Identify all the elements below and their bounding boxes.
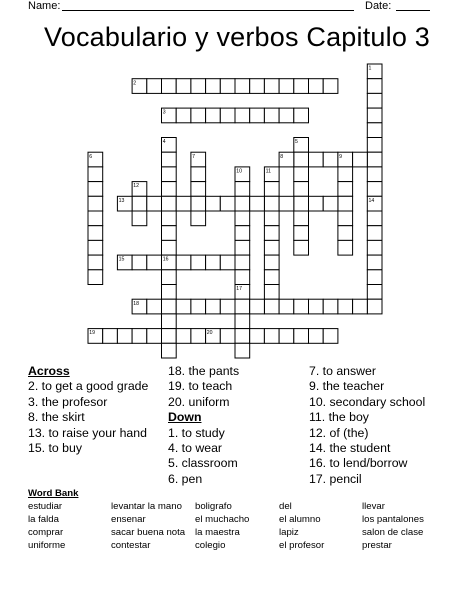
grid-cell[interactable] [147, 79, 162, 94]
grid-cell[interactable] [235, 226, 250, 241]
grid-cell[interactable] [220, 108, 235, 123]
grid-cell[interactable] [147, 196, 162, 211]
grid-cell[interactable] [162, 329, 177, 344]
down-clue: 16. to lend/borrow [309, 456, 408, 471]
word-bank [28, 488, 448, 551]
word-bank-word: contestar [111, 540, 151, 551]
grid-cell[interactable] [294, 79, 309, 94]
word-bank-word: sacar buena nota [111, 527, 186, 538]
grid-cell[interactable] [191, 211, 206, 226]
grid-cell[interactable] [162, 211, 177, 226]
grid-cell[interactable] [162, 270, 177, 285]
word-bank-word: llevar [362, 501, 385, 512]
grid-cell[interactable] [294, 152, 309, 167]
grid-cell[interactable] [309, 152, 324, 167]
grid-cell[interactable] [235, 299, 250, 314]
word-bank-word: lapiz [279, 527, 299, 538]
grid-cell[interactable] [323, 196, 338, 211]
grid-cell[interactable] [279, 108, 294, 123]
grid-cell[interactable] [323, 152, 338, 167]
grid-cell[interactable] [279, 329, 294, 344]
grid-cell[interactable] [162, 314, 177, 329]
grid-cell[interactable] [191, 108, 206, 123]
grid-cell[interactable] [264, 255, 279, 270]
grid-cell[interactable] [147, 255, 162, 270]
grid-cell[interactable] [338, 299, 353, 314]
grid-cell[interactable] [88, 196, 103, 211]
grid-cell[interactable] [367, 182, 382, 197]
grid-cell[interactable] [264, 182, 279, 197]
grid-cell[interactable] [162, 196, 177, 211]
grid-cell[interactable] [235, 314, 250, 329]
clue-number: 17 [236, 286, 242, 293]
clue-number: 7 [192, 153, 195, 160]
grid-cell[interactable] [147, 329, 162, 344]
across-clue: 2. to get a good grade [28, 379, 149, 394]
word-bank-word: el alumno [279, 514, 321, 525]
name-label: Name: [28, 0, 61, 12]
grid-cell[interactable] [176, 255, 191, 270]
grid-cell[interactable] [162, 182, 177, 197]
grid-cell[interactable] [367, 79, 382, 94]
grid-cell[interactable] [250, 79, 265, 94]
down-clue: 12. of (the) [309, 425, 369, 440]
grid-cell[interactable] [367, 108, 382, 123]
grid-cell[interactable] [353, 152, 368, 167]
clue-column-1 [28, 364, 164, 456]
word-bank-word: salon de clase [362, 527, 424, 538]
across-clue: 19. to teach [168, 379, 233, 394]
across-clue: 18. the pants [168, 364, 240, 378]
down-clue: 1. to study [168, 425, 225, 440]
grid-cell[interactable] [264, 299, 279, 314]
grid-cell[interactable] [294, 182, 309, 197]
grid-cell[interactable] [103, 329, 118, 344]
grid-cell[interactable] [162, 299, 177, 314]
grid-cell[interactable] [88, 182, 103, 197]
grid-cell[interactable] [338, 226, 353, 241]
grid-cell[interactable] [162, 285, 177, 300]
clue-number: 19 [89, 330, 95, 337]
clue-column-3 [309, 364, 459, 487]
grid-cell[interactable] [367, 123, 382, 138]
across-clue: 20. uniform [168, 394, 230, 409]
grid-cell[interactable] [88, 270, 103, 285]
grid-cell[interactable] [294, 108, 309, 123]
grid-cell[interactable] [353, 299, 368, 314]
grid-cell[interactable] [191, 79, 206, 94]
word-bank-title: Word Bank [28, 488, 79, 499]
grid-cell[interactable] [117, 329, 132, 344]
grid-cell[interactable] [294, 240, 309, 255]
grid-cell[interactable] [162, 343, 177, 358]
grid-cell[interactable] [338, 196, 353, 211]
clue-number: 14 [368, 197, 375, 204]
grid-cell[interactable] [132, 211, 147, 226]
grid-cell[interactable] [206, 196, 221, 211]
clue-number: 13 [118, 197, 125, 204]
grid-cell[interactable] [264, 211, 279, 226]
word-bank-word: levantar la mano [111, 501, 182, 512]
grid-cell[interactable] [162, 240, 177, 255]
down-heading: Down [168, 410, 202, 425]
grid-cell[interactable] [294, 226, 309, 241]
grid-cell[interactable] [191, 167, 206, 182]
down-clue: 11. the boy [309, 410, 369, 425]
clue-number: 8 [280, 153, 284, 160]
down-clue: 17. pencil [309, 471, 362, 486]
grid-cell[interactable] [176, 299, 191, 314]
grid-cell[interactable] [367, 226, 382, 241]
word-bank-word: ensenar [111, 514, 146, 525]
down-clue: 6. pen [168, 471, 203, 486]
grid-cell[interactable] [367, 152, 382, 167]
grid-cell[interactable] [147, 299, 162, 314]
grid-cell[interactable] [323, 329, 338, 344]
grid-cell[interactable] [206, 79, 221, 94]
down-clue: 14. the student [309, 441, 391, 456]
grid-cell[interactable] [367, 285, 382, 300]
grid-cell[interactable] [367, 299, 382, 314]
grid-cell[interactable] [264, 270, 279, 285]
grid-cell[interactable] [264, 240, 279, 255]
grid-cell[interactable] [309, 79, 324, 94]
word-bank-word: comprar [28, 527, 64, 538]
grid-cell[interactable] [220, 79, 235, 94]
word-bank-word: el profesor [279, 540, 325, 551]
clue-number: 15 [118, 256, 125, 263]
grid-cell[interactable] [294, 329, 309, 344]
grid-cell[interactable] [206, 108, 221, 123]
grid-cell[interactable] [162, 79, 177, 94]
clue-number: 11 [265, 168, 271, 175]
across-heading: Across [28, 364, 70, 378]
grid-cell[interactable] [88, 226, 103, 241]
clue-number: 9 [339, 153, 342, 160]
grid-cell[interactable] [309, 329, 324, 344]
word-bank-word: uniforme [28, 540, 66, 551]
grid-cell[interactable] [264, 329, 279, 344]
across-clue: 15. to buy [28, 441, 83, 456]
grid-cell[interactable] [235, 211, 250, 226]
grid-cell[interactable] [309, 196, 324, 211]
grid-cell[interactable] [176, 329, 191, 344]
grid-cell[interactable] [88, 255, 103, 270]
word-bank-word: los pantalones [362, 514, 424, 525]
puzzle-title: Vocabulario y verbos Capitulo 3 [44, 22, 430, 52]
grid-cell[interactable] [132, 196, 147, 211]
grid-cell[interactable] [250, 329, 265, 344]
clue-number: 20 [206, 330, 213, 337]
grid-cell[interactable] [279, 196, 294, 211]
clue-number: 12 [133, 183, 140, 190]
grid-cell[interactable] [191, 299, 206, 314]
grid-cell[interactable] [294, 167, 309, 182]
grid-cell[interactable] [323, 79, 338, 94]
grid-cell[interactable] [235, 240, 250, 255]
grid-cell[interactable] [235, 79, 250, 94]
grid-cell[interactable] [338, 167, 353, 182]
grid-cell[interactable] [176, 108, 191, 123]
grid-cell[interactable] [309, 299, 324, 314]
grid-cell[interactable] [235, 270, 250, 285]
word-bank-word: la falda [28, 514, 59, 525]
clue-number: 3 [162, 109, 166, 116]
grid-cell[interactable] [367, 240, 382, 255]
down-clue: 4. to wear [168, 441, 222, 456]
clue-number: 10 [236, 168, 242, 175]
word-bank-word: la maestra [195, 527, 240, 538]
word-bank-word: el muchacho [195, 514, 250, 525]
down-clue: 10. secondary school [309, 394, 426, 409]
across-clue: 3. the profesor [28, 394, 108, 409]
clue-number: 4 [162, 139, 166, 146]
grid-cell[interactable] [206, 255, 221, 270]
grid-cell[interactable] [250, 299, 265, 314]
grid-cell[interactable] [88, 240, 103, 255]
grid-cell[interactable] [235, 108, 250, 123]
grid-cell[interactable] [367, 255, 382, 270]
grid-cell[interactable] [264, 226, 279, 241]
grid-cell[interactable] [235, 196, 250, 211]
grid-cell[interactable] [367, 211, 382, 226]
grid-cell[interactable] [279, 299, 294, 314]
grid-cell[interactable] [367, 167, 382, 182]
grid-cell[interactable] [162, 226, 177, 241]
grid-cell[interactable] [294, 299, 309, 314]
clue-number: 6 [89, 153, 93, 160]
grid-cell[interactable] [191, 196, 206, 211]
down-clue: 5. classroom [168, 456, 238, 471]
grid-cell[interactable] [250, 196, 265, 211]
word-bank-word: estudiar [28, 501, 63, 512]
down-clue: 7. to answer [309, 364, 376, 378]
grid-cell[interactable] [132, 329, 147, 344]
word-bank-word: boligrafo [195, 501, 232, 512]
grid-cell[interactable] [88, 167, 103, 182]
grid-cell[interactable] [264, 196, 279, 211]
grid-cell[interactable] [338, 211, 353, 226]
clue-number: 18 [133, 300, 140, 307]
grid-cell[interactable] [323, 299, 338, 314]
word-bank-grid [28, 501, 448, 551]
grid-cell[interactable] [162, 167, 177, 182]
grid-cell[interactable] [367, 270, 382, 285]
grid-cell[interactable] [264, 285, 279, 300]
clue-number: 5 [295, 139, 298, 146]
down-clue: 9. the teacher [309, 379, 385, 394]
clue-number: 1 [368, 65, 372, 72]
grid-cell[interactable] [206, 299, 221, 314]
across-clue: 13. to raise your hand [28, 425, 147, 440]
grid-cell[interactable] [294, 211, 309, 226]
clue-column-2 [168, 364, 304, 487]
grid-cell[interactable] [88, 211, 103, 226]
grid-cell[interactable] [220, 329, 235, 344]
grid-cell[interactable] [220, 255, 235, 270]
clue-number: 16 [162, 256, 169, 263]
grid-cell[interactable] [338, 240, 353, 255]
grid-cell[interactable] [235, 329, 250, 344]
grid-cell[interactable] [176, 196, 191, 211]
grid-cell[interactable] [220, 196, 235, 211]
grid-cell[interactable] [279, 79, 294, 94]
grid-cell[interactable] [191, 255, 206, 270]
grid-cell[interactable] [162, 152, 177, 167]
grid-cell[interactable] [235, 255, 250, 270]
grid-cell[interactable] [294, 196, 309, 211]
clue-number: 2 [133, 80, 137, 87]
grid-cell[interactable] [191, 329, 206, 344]
grid-cell[interactable] [191, 182, 206, 197]
grid-cell[interactable] [264, 108, 279, 123]
grid-cell[interactable] [235, 343, 250, 358]
grid-cell[interactable] [235, 182, 250, 197]
date-label: Date: [365, 0, 392, 12]
word-bank-word: del [279, 501, 292, 512]
word-bank-word: colegio [195, 540, 226, 551]
across-clue: 8. the skirt [28, 410, 85, 425]
grid-cell[interactable] [367, 138, 382, 153]
grid-cell[interactable] [132, 255, 147, 270]
grid-cell[interactable] [176, 79, 191, 94]
grid-cell[interactable] [264, 79, 279, 94]
grid-cell[interactable] [338, 182, 353, 197]
grid-cell[interactable] [250, 108, 265, 123]
grid-cell[interactable] [367, 93, 382, 108]
word-bank-word: prestar [362, 540, 392, 551]
grid-cell[interactable] [220, 299, 235, 314]
